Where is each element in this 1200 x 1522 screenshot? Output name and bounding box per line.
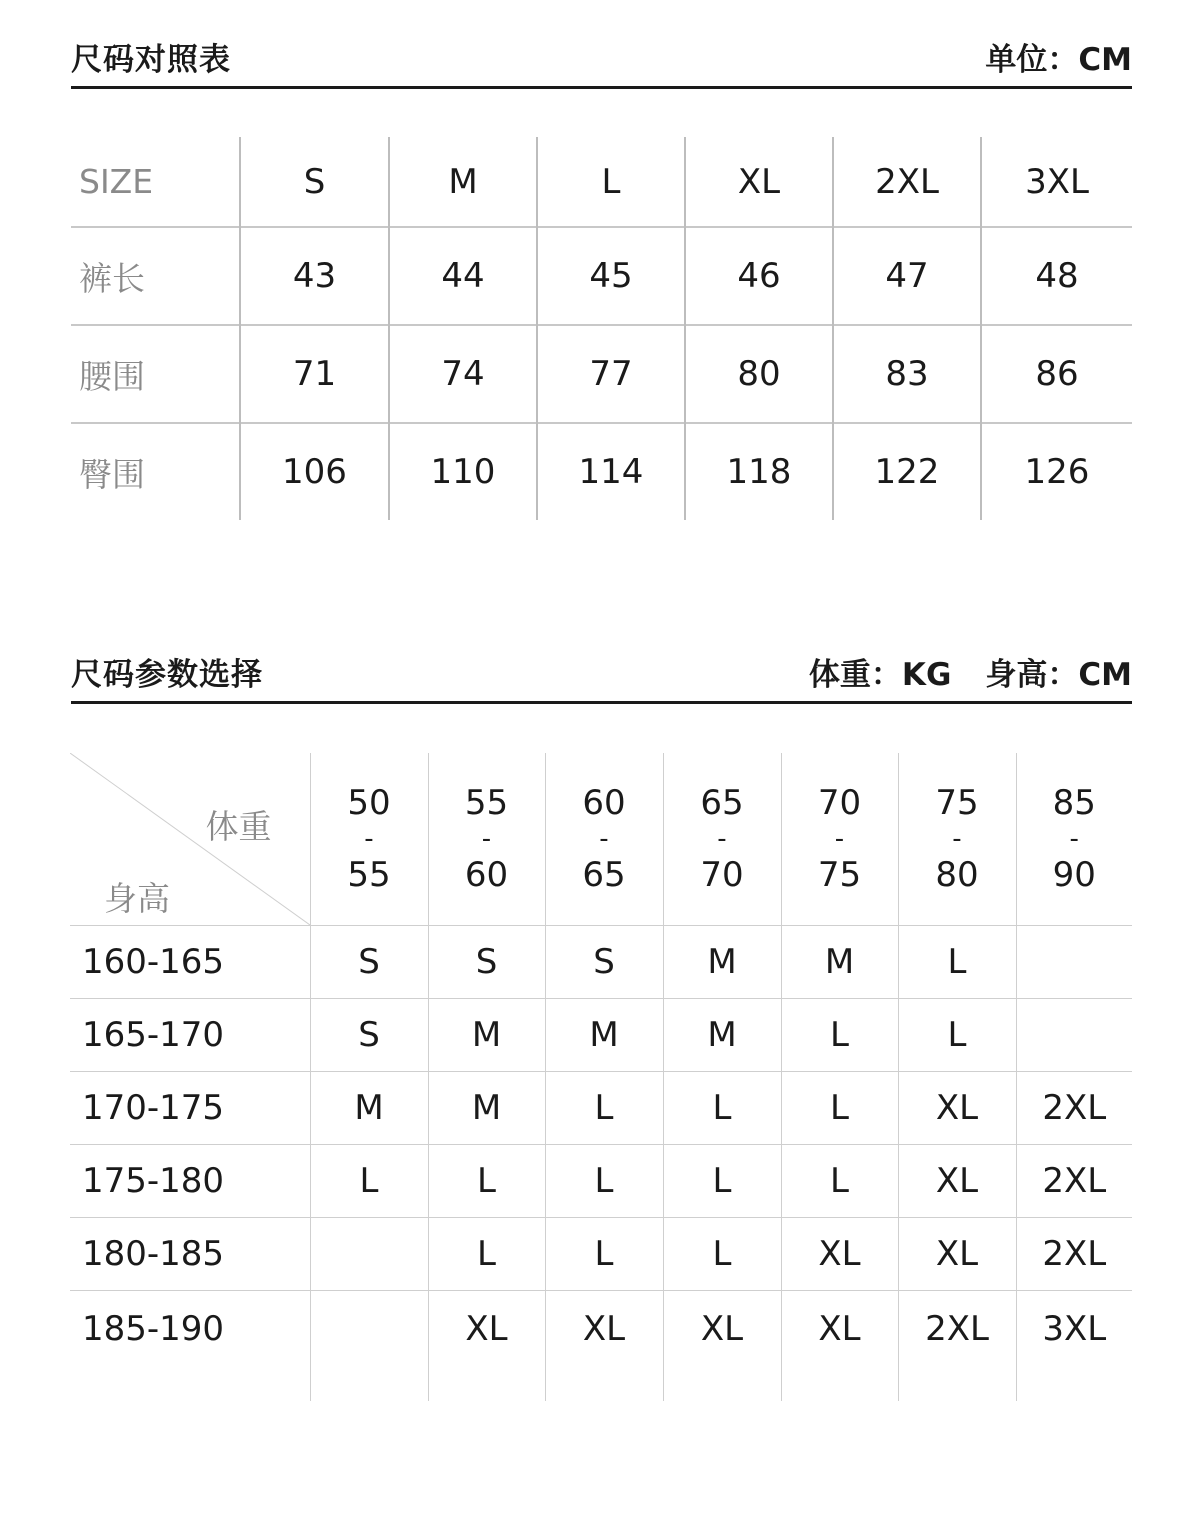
size-selection-table: [70, 753, 1132, 1401]
table-row: [70, 1145, 1132, 1218]
table-row: [71, 227, 1132, 325]
weight-dash: -: [364, 824, 374, 854]
size-cell: XL: [781, 1291, 898, 1402]
measure-cell: 106: [240, 423, 389, 520]
weight-range-cell: [898, 753, 1016, 926]
row-label: 裤长: [71, 227, 240, 325]
height-range-label: 165-170: [70, 999, 310, 1072]
table-row: [70, 999, 1132, 1072]
weight-from: 65: [700, 783, 744, 823]
size-cell: XL: [545, 1291, 663, 1402]
measure-cell: 110: [389, 423, 537, 520]
size-cell: S: [428, 926, 545, 999]
height-range-label: 170-175: [70, 1072, 310, 1145]
size-cell: XL: [663, 1291, 781, 1402]
measure-cell: 83: [833, 325, 981, 423]
measure-cell: 45: [537, 227, 685, 325]
measure-cell: 80: [685, 325, 833, 423]
weight-to: 90: [1052, 855, 1096, 895]
table-row: [70, 1218, 1132, 1291]
size-header-label: SIZE: [79, 162, 154, 201]
size-chart-title: 尺码对照表: [71, 41, 231, 78]
size-cell: S: [240, 137, 389, 227]
size-cell: L: [663, 1218, 781, 1291]
size-cell: M: [310, 1072, 428, 1145]
weight-range-cell: [1016, 753, 1132, 926]
weight-unit: 体重：KG: [808, 656, 952, 693]
measure-cell: 48: [981, 227, 1132, 325]
size-selection-title: 尺码参数选择: [71, 656, 263, 693]
table-row: [70, 926, 1132, 999]
table-row: [71, 423, 1132, 520]
corner-weight-label: 体重: [205, 807, 272, 846]
size-cell: 2XL: [833, 137, 981, 227]
size-selection-units: [809, 649, 1132, 694]
height-unit: 身高：CM: [985, 656, 1132, 693]
measure-cell: 44: [389, 227, 537, 325]
row-label: 臀围: [71, 423, 240, 520]
size-cell: L: [545, 1145, 663, 1218]
size-cell: 3XL: [1016, 1291, 1132, 1402]
weight-range-cell: [545, 753, 663, 926]
size-cell: S: [545, 926, 663, 999]
size-cell: 2XL: [1016, 1145, 1132, 1218]
size-cell: XL: [685, 137, 833, 227]
size-cell: 3XL: [981, 137, 1132, 227]
size-chart-table: [71, 137, 1132, 520]
size-header-row: [71, 137, 1132, 227]
weight-to: 70: [700, 855, 744, 895]
size-cell: L: [898, 999, 1016, 1072]
weight-range-cell: [663, 753, 781, 926]
size-cell: [1016, 926, 1132, 999]
weight-from: 70: [817, 783, 862, 823]
size-cell: XL: [898, 1218, 1016, 1291]
weight-from: 85: [1052, 783, 1096, 823]
weight-dash: -: [1069, 824, 1079, 854]
measure-cell: 43: [240, 227, 389, 325]
size-cell: L: [898, 926, 1016, 999]
measure-cell: 71: [240, 325, 389, 423]
row-label: 腰围: [71, 325, 240, 423]
size-cell: M: [545, 999, 663, 1072]
weight-dash: -: [599, 824, 609, 854]
table-row: [70, 1291, 1132, 1402]
weight-from: 60: [582, 783, 626, 823]
size-cell: L: [781, 1072, 898, 1145]
size-cell: L: [781, 1145, 898, 1218]
measure-cell: 118: [685, 423, 833, 520]
measure-cell: 77: [537, 325, 685, 423]
size-cell: M: [781, 926, 898, 999]
size-cell: XL: [428, 1291, 545, 1402]
weight-dash: -: [481, 824, 492, 854]
size-cell: L: [537, 137, 685, 227]
size-cell: M: [428, 1072, 545, 1145]
corner-height-label: 身高: [104, 879, 170, 918]
weight-to: 60: [464, 855, 509, 895]
weight-to: 75: [817, 855, 862, 895]
size-chart-header: [71, 26, 1132, 89]
size-cell: L: [781, 999, 898, 1072]
size-cell: S: [310, 999, 428, 1072]
size-cell: M: [428, 999, 545, 1072]
measure-cell: 114: [537, 423, 685, 520]
size-cell: M: [389, 137, 537, 227]
size-cell: M: [663, 926, 781, 999]
weight-dash: -: [717, 824, 727, 854]
size-cell: L: [663, 1145, 781, 1218]
weight-from: 75: [935, 783, 979, 823]
measure-cell: 47: [833, 227, 981, 325]
weight-range-cell: [781, 753, 898, 926]
size-cell: L: [310, 1145, 428, 1218]
measure-cell: 126: [981, 423, 1132, 520]
size-cell: 2XL: [1016, 1218, 1132, 1291]
size-cell: XL: [898, 1072, 1016, 1145]
size-cell: L: [428, 1218, 545, 1291]
size-cell: L: [545, 1072, 663, 1145]
weight-to: 55: [347, 855, 391, 895]
measure-cell: 46: [685, 227, 833, 325]
weight-dash: -: [834, 824, 845, 854]
size-chart-unit: 单位：CM: [985, 41, 1132, 78]
table-row: [71, 325, 1132, 423]
weight-dash: -: [952, 824, 962, 854]
size-cell: [1016, 999, 1132, 1072]
weight-range-cell: [310, 753, 428, 926]
height-range-label: 180-185: [70, 1218, 310, 1291]
measure-cell: 74: [389, 325, 537, 423]
size-cell: XL: [781, 1218, 898, 1291]
weight-to: 80: [935, 855, 979, 895]
height-range-label: 185-190: [70, 1291, 310, 1402]
height-range-label: 160-165: [70, 926, 310, 999]
table-row: [70, 1072, 1132, 1145]
size-cell: M: [663, 999, 781, 1072]
weight-to: 65: [582, 855, 626, 895]
size-cell: 2XL: [898, 1291, 1016, 1402]
measure-cell: 86: [981, 325, 1132, 423]
size-cell: S: [310, 926, 428, 999]
size-cell: L: [428, 1145, 545, 1218]
measure-cell: 122: [833, 423, 981, 520]
size-selection-header: [71, 641, 1132, 704]
weight-range-cell: [428, 753, 545, 926]
size-cell: XL: [898, 1145, 1016, 1218]
weight-from: 50: [347, 783, 391, 823]
size-cell: L: [663, 1072, 781, 1145]
size-cell: [310, 1218, 428, 1291]
size-cell: [310, 1291, 428, 1402]
height-range-label: 175-180: [70, 1145, 310, 1218]
size-cell: 2XL: [1016, 1072, 1132, 1145]
weight-from: 55: [464, 783, 509, 823]
corner-cell: [70, 753, 310, 926]
size-cell: L: [545, 1218, 663, 1291]
weight-header-row: [70, 753, 1132, 926]
